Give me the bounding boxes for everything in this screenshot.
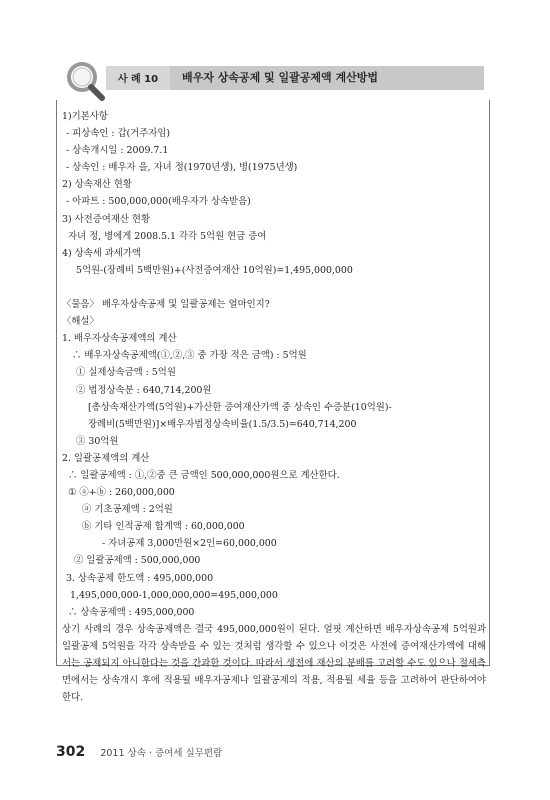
- content-line: ② 법정상속분 : 640,714,200원: [76, 384, 212, 396]
- content-line: ∴ 배우자상속공제액(①,②,③ 중 가장 적은 금액) : 5억원: [72, 350, 307, 362]
- content-line: 3. 상속공제 한도액 : 495,000,000: [66, 572, 214, 584]
- content-line: - 상속개시일 : 2009.7.1: [66, 145, 169, 157]
- magnifier-icon: [64, 60, 108, 102]
- case-label: 사 례 10: [117, 74, 159, 85]
- conclusion-paragraph: 상기 사례의 경우 상속공제액은 결국 495,000,000원이 된다. 얼핏 계산하면 배우자상속공제 5억원과 일괄공제 5억원을 각각 상속받을 수 있는 것처럼 생각할 수 있으나 이것은 사전에 증여재산가액에 대해서는 공제되지 아니한다는 것을 간과한 것이다. 따라서 생전에 재산의 분배를 고려할 수도 있으나 절세측면에서는 상속개시 후에 적용될 배우자공제나 일괄공제의 적용, 적용될 세율 등을 고려하여 판단하여야 한다.: [62, 623, 486, 704]
- case-content: [62, 108, 486, 706]
- content-line: 장례비(5백만원)]×배우자법정상속비율(1.5/3.5)=640,714,200: [88, 418, 357, 430]
- content-line: [62, 279, 486, 296]
- content-line: ② 일괄공제액 : 500,000,000: [74, 555, 201, 567]
- page-footer: [56, 741, 222, 760]
- case-header: [64, 60, 484, 102]
- book-title: 2011 상속 · 증여세 실무편람: [100, 748, 223, 759]
- content-line: [총상속재산가액(5억원)+가산한 증여재산가액 중 상속인 수증분(10억원)-: [88, 401, 392, 413]
- content-line: 2. 일괄공제액의 계산: [62, 452, 150, 464]
- content-line: 3) 사전증여재산 현황: [62, 213, 151, 225]
- content-line: 5억원-(장례비 5백만원)+(사전증여재산 10억원)=1,495,000,000: [76, 264, 353, 276]
- content-line: 2) 상속재산 현황: [62, 179, 132, 191]
- content-line: - 아파트 : 500,000,000(배우자가 상속받음): [66, 196, 251, 208]
- content-line: - 자녀공제 3,000만원×2인=60,000,000: [102, 538, 277, 550]
- content-line: 〈물음〉 배우자상속공제 및 일괄공제는 얼마인지?: [62, 299, 270, 311]
- content-line: - 상속인 : 배우자 을, 자녀 정(1970년생), 병(1975년생): [66, 162, 298, 174]
- content-line: ⓑ 기타 인적공제 합계액 : 60,000,000: [82, 521, 245, 533]
- content-line: ③ 30억원: [76, 435, 119, 447]
- content-line: 4) 상속세 과세가액: [62, 247, 141, 259]
- content-line: 1,495,000,000-1,000,000,000=495,000,000: [70, 589, 278, 601]
- case-title: 배우자 상속공제 및 일괄공제액 계산방법: [182, 71, 378, 84]
- content-line: ⓐ 기초공제액 : 2억원: [82, 504, 173, 516]
- content-line: ∴ 일괄공제액 : ①,②중 큰 금액인 500,000,000원으로 계산한다.: [68, 469, 340, 481]
- content-line: ① 실제상속금액 : 5억원: [76, 367, 176, 379]
- content-line: 〈해설〉: [62, 316, 99, 328]
- content-line: ① ⓐ+ⓑ : 260,000,000: [68, 487, 175, 499]
- content-line: 1. 배우자상속공제액의 계산: [62, 333, 177, 345]
- content-line: 1)기본사항: [62, 111, 108, 122]
- content-lines: [62, 108, 486, 621]
- page-number: 302: [56, 744, 86, 760]
- content-line: 자녀 정, 병에게 2008.5.1 각각 5억원 현금 증여: [68, 230, 267, 242]
- content-line: ∴ 상속공제액 : 495,000,000: [68, 606, 195, 618]
- content-line: - 피상속인 : 갑(거주자임): [66, 128, 171, 140]
